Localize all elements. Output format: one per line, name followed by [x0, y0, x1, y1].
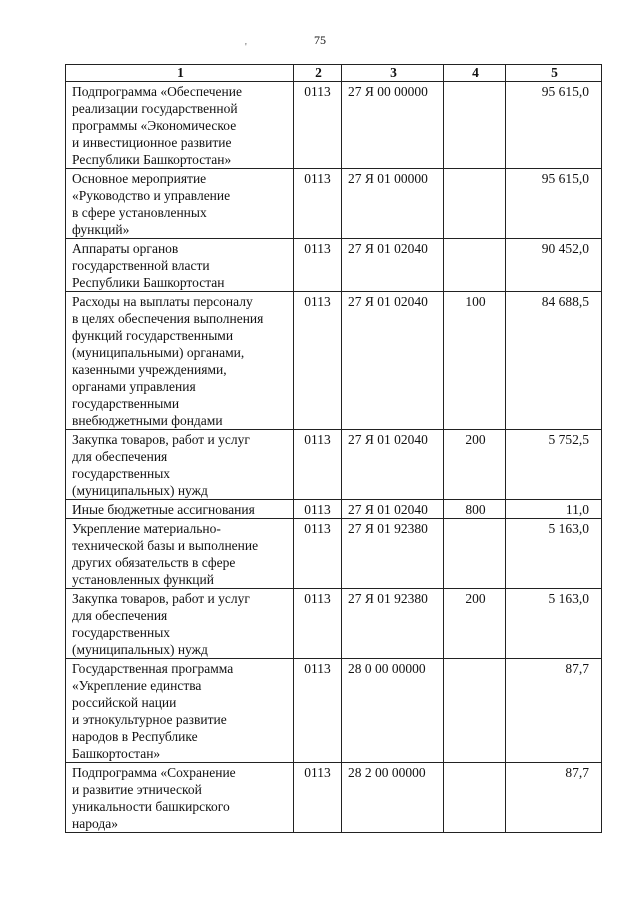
row-name: Аппараты органов государственной власти Республики Башкортостан: [66, 239, 294, 292]
header-col-4: 4: [444, 65, 506, 82]
row-article: 27 Я 01 92380: [342, 589, 444, 659]
header-row: [66, 65, 602, 82]
budget-table: [65, 64, 602, 833]
row-name: Закупка товаров, работ и услуг для обеспечения государственных (муниципальных) нужд: [66, 589, 294, 659]
row-section: 0113: [294, 500, 342, 519]
table-row: [66, 430, 602, 500]
row-article: 28 2 00 00000: [342, 763, 444, 833]
row-article: 27 Я 01 00000: [342, 169, 444, 239]
row-amount: 11,0: [506, 500, 602, 519]
header-col-1: 1: [66, 65, 294, 82]
row-type: 800: [444, 500, 506, 519]
row-type: [444, 763, 506, 833]
row-amount: 87,7: [506, 659, 602, 763]
row-type: [444, 239, 506, 292]
row-amount: 95 615,0: [506, 82, 602, 169]
row-section: 0113: [294, 292, 342, 430]
row-section: 0113: [294, 169, 342, 239]
stray-mark: ': [245, 42, 247, 53]
row-type: [444, 82, 506, 169]
row-type: [444, 659, 506, 763]
row-type: 100: [444, 292, 506, 430]
row-name: Подпрограмма «Сохранение и развитие этнической уникальности башкирского народа»: [66, 763, 294, 833]
table-row: [66, 589, 602, 659]
row-section: 0113: [294, 763, 342, 833]
row-section: 0113: [294, 519, 342, 589]
table-row: [66, 763, 602, 833]
header-col-3: 3: [342, 65, 444, 82]
row-name: Расходы на выплаты персоналу в целях обеспечения выполнения функций государственными (муниципальными) органами, казенными учреждениями, органами управления государственными внебюджетными фондами: [66, 292, 294, 430]
row-amount: 5 752,5: [506, 430, 602, 500]
row-type: [444, 169, 506, 239]
header-col-5: 5: [506, 65, 602, 82]
row-type: [444, 519, 506, 589]
table-row: [66, 239, 602, 292]
row-name: Основное мероприятие «Руководство и управление в сфере установленных функций»: [66, 169, 294, 239]
row-amount: 95 615,0: [506, 169, 602, 239]
row-article: 27 Я 01 02040: [342, 239, 444, 292]
row-name: Закупка товаров, работ и услуг для обеспечения государственных (муниципальных) нужд: [66, 430, 294, 500]
row-amount: 5 163,0: [506, 589, 602, 659]
row-article: 28 0 00 00000: [342, 659, 444, 763]
header-col-2: 2: [294, 65, 342, 82]
row-section: 0113: [294, 430, 342, 500]
row-name: Государственная программа «Укрепление единства российской нации и этнокультурное развитие народов в Республике Башкортостан»: [66, 659, 294, 763]
table-row: [66, 519, 602, 589]
row-article: 27 Я 00 00000: [342, 82, 444, 169]
row-type: 200: [444, 430, 506, 500]
table-row: [66, 292, 602, 430]
row-article: 27 Я 01 92380: [342, 519, 444, 589]
row-amount: 87,7: [506, 763, 602, 833]
row-article: 27 Я 01 02040: [342, 292, 444, 430]
table-row: [66, 659, 602, 763]
row-name: Укрепление материально- технической базы и выполнение других обязательств в сфере установленных функций: [66, 519, 294, 589]
row-amount: 84 688,5: [506, 292, 602, 430]
table-row: [66, 500, 602, 519]
table-row: [66, 82, 602, 169]
page-number: 75: [314, 33, 326, 47]
row-type: 200: [444, 589, 506, 659]
row-article: 27 Я 01 02040: [342, 500, 444, 519]
row-article: 27 Я 01 02040: [342, 430, 444, 500]
row-amount: 90 452,0: [506, 239, 602, 292]
row-name: Подпрограмма «Обеспечение реализации государственной программы «Экономическое и инвестиционное развитие Республики Башкортостан»: [66, 82, 294, 169]
row-section: 0113: [294, 589, 342, 659]
row-name: Иные бюджетные ассигнования: [66, 500, 294, 519]
table-row: [66, 169, 602, 239]
row-section: 0113: [294, 659, 342, 763]
row-amount: 5 163,0: [506, 519, 602, 589]
row-section: 0113: [294, 239, 342, 292]
row-section: 0113: [294, 82, 342, 169]
